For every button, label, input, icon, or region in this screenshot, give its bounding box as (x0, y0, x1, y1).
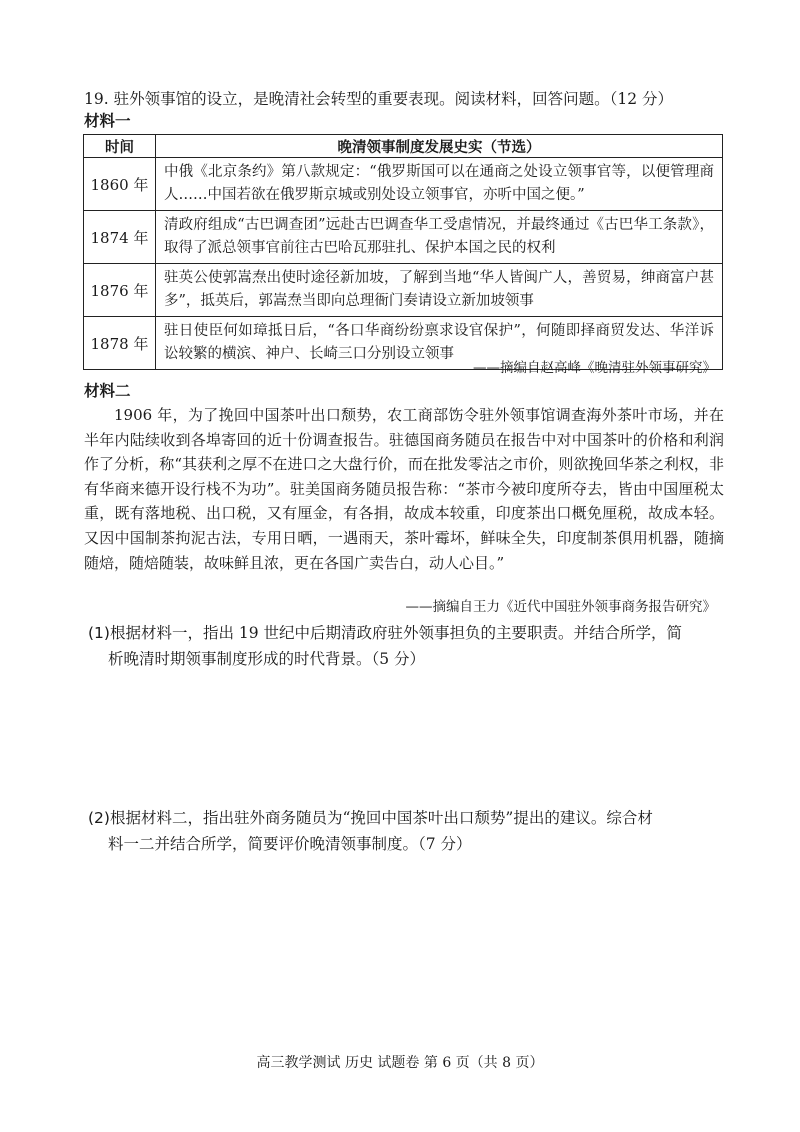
table-cell-fact: 驻日使臣何如璋抵日后，“各口华商纷纷禀求设官保护”，何随即择商贸发达、华洋诉讼较繁的横滨、神户、长崎三口分别设立领事 (156, 317, 723, 370)
material-1-label: 材料一 (84, 111, 131, 130)
table-row (84, 211, 723, 264)
material-1-source: ——摘编自赵高峰《晚清驻外领事研究》 (473, 360, 716, 376)
table-header-facts: 晚清领事制度发展史实（节选） (156, 135, 723, 158)
subquestion-1-line1: 根据材料一，指出 19 世纪中后期清政府驻外领事担负的主要职责。并结合所学，简 (109, 624, 683, 642)
table-cell-year: 1874 年 (84, 211, 156, 264)
material-2-paragraph: 1906 年，为了挽回中国茶叶出口颓势，农工商部饬令驻外领事馆调查海外茶叶市场，并在半年内陆续收到各埠寄回的近十份调查报告。驻德国商务随员在报告中对中国茶叶的价格和利润作了分析，称“其获利之厚不在进口之大盘行价，而在批发零沽之市价，则欲挽回华茶之利权，非有华商来德开设行栈不为功”。驻美国商务随员报告称：“茶市今被印度所夺去，皆由中国厘税太重，既有落地税、出口税，又有厘金，有各捐，故成本较重，印度茶出口概免厘税，故成本轻。又因中国制茶拘泥古法，专用日晒，一遇雨天，茶叶霉坏，鲜味全失，印度制茶俱用机器，随摘随焙，随焙随装，故味鲜且浓，更在各国广卖告白，动人心目。” (84, 406, 724, 572)
subquestion-1-number: (1) (88, 624, 110, 642)
table-cell-fact: 中俄《北京条约》第八款规定：“俄罗斯国可以在通商之处设立领事官等，以便管理商人……中国若欲在俄罗斯京城或别处设立领事官，亦听中国之便。” (156, 158, 723, 211)
table-cell-fact: 驻英公使郭嵩焘出使时途径新加坡，了解到当地“华人皆闽广人，善贸易，绅商富户甚多”，抵英后，郭嵩焘当即向总理衙门奏请设立新加坡领事 (156, 264, 723, 317)
subquestion-2-line1: 根据材料二，指出驻外商务随员为“挽回中国茶叶出口颓势”提出的建议。综合材 (109, 809, 653, 827)
subquestion-2-line2: 料一二并结合所学，简要评价晚清领事制度。（7 分） (108, 835, 472, 853)
subquestion-1 (88, 620, 724, 672)
subquestion-2-number: (2) (88, 809, 110, 827)
table-cell-fact: 清政府组成“古巴调查团”远赴古巴调查华工受虐情况，并最终通过《古巴华工条款》，取得了派总领事官前往古巴哈瓦那驻扎、保护本国之民的权利 (156, 211, 723, 264)
table-cell-year: 1878 年 (84, 317, 156, 370)
table-cell-year: 1876 年 (84, 264, 156, 317)
consular-history-table (83, 134, 723, 370)
table-header-time: 时间 (84, 135, 156, 158)
subquestion-2 (88, 805, 724, 857)
table-cell-year: 1860 年 (84, 158, 156, 211)
page-footer: 高三教学测试 历史 试题卷 第 6 页（共 8 页） (256, 1055, 544, 1071)
material-2-source: ——摘编自王力《近代中国驻外领事商务报告研究》 (405, 599, 716, 615)
subquestion-1-line2: 析晚清时期领事制度形成的时代背景。（5 分） (108, 650, 426, 668)
question-stem: 19. 驻外领事馆的设立，是晚清社会转型的重要表现。阅读材料，回答问题。（12 分） (84, 90, 673, 108)
material-2-label: 材料二 (84, 381, 131, 400)
table-row (84, 158, 723, 211)
table-row (84, 264, 723, 317)
table-header-row (84, 135, 723, 158)
